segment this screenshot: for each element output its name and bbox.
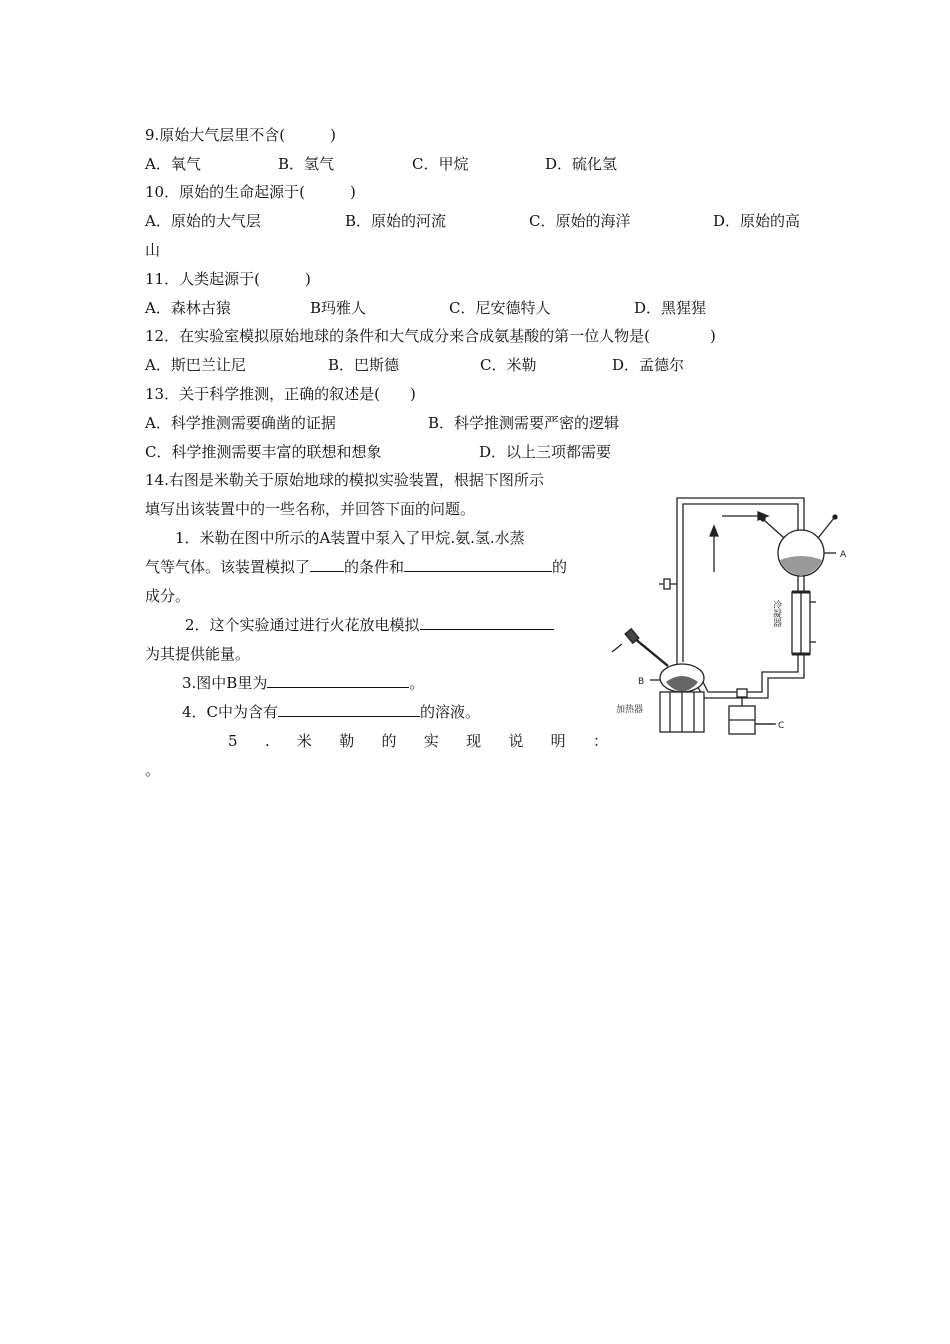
q9-option-a: A．氧气 bbox=[145, 155, 201, 173]
q13-stem: 13．关于科学推测，正确的叙述是( ) bbox=[145, 385, 416, 403]
q12-stem: 12．在实验室模拟原始地球的条件和大气成分来合成氨基酸的第一位人物是( ) bbox=[145, 327, 716, 345]
q14-stem-line1: 14.右图是米勒关于原始地球的模拟实验装置，根据下图所示 bbox=[145, 471, 544, 489]
electrode-right bbox=[818, 518, 834, 538]
label-heater: 加热器 bbox=[616, 705, 644, 715]
q14-part4-end: 的溶液。 bbox=[420, 703, 481, 721]
q11-option-a: A．森林古猿 bbox=[145, 299, 231, 317]
label-condenser: 冷凝器 bbox=[771, 600, 781, 627]
q14-part3-end: 。 bbox=[409, 674, 425, 692]
q14-part2-line1 bbox=[185, 615, 554, 635]
q9-stem: 9.原始大气层里不含( ) bbox=[145, 126, 337, 144]
answer-blank-c[interactable] bbox=[278, 702, 420, 717]
q14-part5-char: . bbox=[264, 732, 270, 750]
q10-wrap-text: 山 bbox=[145, 241, 161, 259]
q13-option-c: C．科学推测需要丰富的联想和想象 bbox=[145, 443, 382, 461]
apparatus-tube-inner bbox=[683, 504, 798, 662]
q14-part1-text-b: 的条件和 bbox=[344, 558, 405, 576]
q14-part5-char: 5 bbox=[228, 732, 238, 750]
q14-part5-char: 勒 bbox=[339, 732, 355, 750]
stopcock bbox=[737, 689, 747, 697]
q14-part1-text-a: 气等气体。该装置模拟了 bbox=[145, 558, 311, 576]
flask-a-liquid bbox=[780, 556, 822, 576]
q14-part5-char: 实 bbox=[423, 732, 439, 750]
label-a: A bbox=[840, 550, 847, 560]
answer-blank-components[interactable] bbox=[404, 557, 552, 572]
q14-part4-text: 4．C中为含有 bbox=[182, 703, 279, 721]
q9-option-d: D．硫化氢 bbox=[545, 155, 618, 173]
q12-option-d: D．孟德尔 bbox=[612, 356, 685, 374]
miller-apparatus-diagram bbox=[604, 480, 850, 742]
label-c: C bbox=[778, 721, 785, 731]
q9-option-b: B．氢气 bbox=[278, 155, 335, 173]
q14-part1-line3: 成分。 bbox=[145, 587, 191, 605]
q11-stem: 11．人类起源于( ) bbox=[145, 270, 311, 288]
q14-part5-char: 现 bbox=[466, 732, 482, 750]
return-tube bbox=[702, 654, 798, 692]
q13-option-b: B．科学推测需要严密的逻辑 bbox=[428, 414, 620, 432]
answer-blank-b[interactable] bbox=[267, 673, 409, 688]
q14-part5-char: 的 bbox=[381, 732, 397, 750]
q14-part5-char: 明 bbox=[550, 732, 566, 750]
q13-option-d: D．以上三项都需要 bbox=[479, 443, 612, 461]
q9-option-c: C．甲烷 bbox=[412, 155, 469, 173]
q10-stem: 10．原始的生命起源于( ) bbox=[145, 183, 356, 201]
q14-stem-line2: 填写出该装置中的一些名称，并回答下面的问题。 bbox=[145, 500, 476, 518]
q14-part2-text: 2．这个实验通过进行火花放电模拟 bbox=[185, 616, 420, 634]
q14-part1-text-c: 的 bbox=[552, 558, 568, 576]
q11-option-b: B玛雅人 bbox=[310, 299, 367, 317]
answer-blank-conditions[interactable] bbox=[310, 557, 344, 572]
q14-part5-end: 。 bbox=[145, 761, 161, 779]
q14-part5-char: 米 bbox=[296, 732, 312, 750]
label-b: B bbox=[638, 677, 645, 687]
q12-option-b: B．巴斯德 bbox=[328, 356, 400, 374]
q14-part4-line bbox=[182, 702, 480, 722]
q10-option-a: A．原始的大气层 bbox=[145, 212, 261, 230]
q12-option-a: A．斯巴兰让尼 bbox=[145, 356, 246, 374]
q10-option-c: C．原始的海洋 bbox=[529, 212, 631, 230]
q14-part2-line2: 为其提供能量。 bbox=[145, 645, 251, 663]
condenser-stem bbox=[798, 576, 804, 592]
answer-blank-spark[interactable] bbox=[420, 615, 554, 630]
q14-part1-line2 bbox=[145, 557, 567, 577]
q13-option-a: A．科学推测需要确凿的证据 bbox=[145, 414, 336, 432]
q10-option-b: B．原始的河流 bbox=[345, 212, 447, 230]
q14-part5-char: ： bbox=[592, 732, 608, 750]
q14-part1-line1: 1．米勒在图中所示的A装置中泵入了甲烷.氨.氢.水蒸 bbox=[175, 529, 525, 547]
electrode-left bbox=[764, 520, 784, 538]
q12-option-c: C．米勒 bbox=[480, 356, 537, 374]
q14-part5-char: 说 bbox=[508, 732, 524, 750]
q14-part5-line bbox=[228, 731, 608, 751]
q11-option-d: D．黑猩猩 bbox=[634, 299, 707, 317]
apparatus-tube-outer bbox=[677, 498, 804, 665]
q14-part3-line bbox=[182, 673, 424, 693]
q14-part3-text: 3.图中B里为 bbox=[182, 674, 268, 692]
q11-option-c: C．尼安德特人 bbox=[449, 299, 551, 317]
q10-option-d: D．原始的高 bbox=[713, 212, 801, 230]
